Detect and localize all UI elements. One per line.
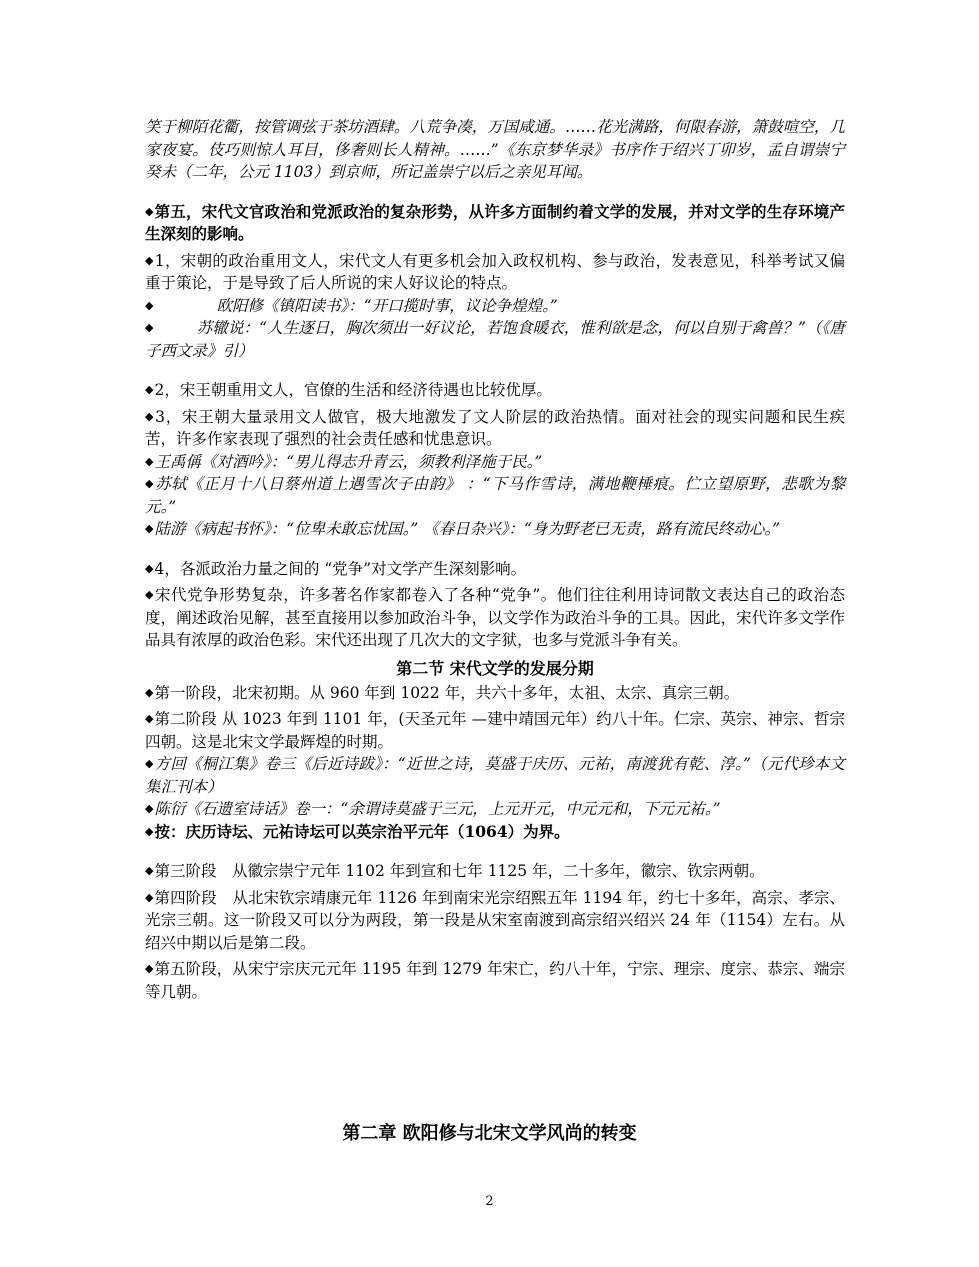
quote-item: ◆ 苏辙说：“人生逐日，胸次须出一好议论，若饱食暖衣，惟利欲是念，何以自别于禽兽？”（《唐子西文录》引） bbox=[145, 319, 845, 360]
quote-item: ◆苏轼《正月十八日蔡州道上遇雪次子由韵》 ：“下马作雪诗，满地鞭棰痕。伫立望原野，悲歌为黎元。” bbox=[145, 475, 845, 516]
quote-item: ◆陆游《病起书怀》：“位卑未敢忘忧国。” 《春日杂兴》：“身为野老已无责，路有流民终动心。” bbox=[145, 520, 781, 538]
period-item: ◆第三阶段 从徽宗崇宁元年 1102 年到宣和七年 1125 年，二十多年，徽宗、钦宗两朝。 bbox=[145, 862, 765, 880]
bullet-icon: ◆ bbox=[145, 802, 154, 815]
bullet-icon: ◆ bbox=[145, 522, 154, 535]
period-item: ◆第二阶段 从 1023 年到 1101 年，(天圣元年 —建中靖国元年）约八十年。仁宗、英宗、神宗、哲宗四朝。这是北宋文学最辉煌的时期。 bbox=[145, 710, 845, 751]
section-title: 第二节 宋代文学的发展分期 bbox=[396, 658, 594, 678]
bullet-icon: ◆ bbox=[145, 588, 154, 601]
bullet-icon: ◆ bbox=[145, 962, 154, 975]
period-item: ◆第一阶段，北宋初期。从 960 年到 1022 年，共六十多年，太祖、太宗、真宗三朝。 bbox=[145, 683, 740, 702]
period-item: ◆第四阶段 从北宋钦宗靖康元年 1126 年到南宋光宗绍熙五年 1194 年，约七十多年，高宗、孝宗、光宗三朝。这一阶段又可以分为两段，第一段是从宋室南渡到高宗绍兴绍兴 24 年（1154）左右。从绍兴中期以后是第二段。 bbox=[145, 888, 845, 952]
bullet-icon: ◆ bbox=[145, 561, 154, 575]
bullet-icon: ◆ bbox=[145, 298, 154, 312]
quote-item: ◆方回《桐江集》卷三《后近诗跋》：“近世之诗，莫盛于庆历、元祐，南渡犹有乾、淳。”（元代珍本文集汇刊本） bbox=[145, 755, 845, 796]
point-item: ◆宋代党争形势复杂，许多著名作家都卷入了各种“党争”。他们往往利用诗词散文表达自己的政治态度，阐述政治见解，甚至直接用以参加政治斗争，以文学作为政治斗争的工具。因此，宋代许多文学作品具有浓厚的政治色彩。宋代还出现了几次大的文字狱，也多与党派斗争有关。 bbox=[145, 586, 845, 649]
point-item: ◆1，宋朝的政治重用文人，宋代文人有更多机会加入政权机构、参与政治，发表意见，科举考试又偏重于策论，于是导致了后人所说的宋人好议论的特点。 bbox=[145, 251, 845, 292]
bullet-icon: ◆ bbox=[145, 409, 155, 423]
point-item: ◆4，各派政治力量之间的 “党争”对文学产生深刻影响。 bbox=[145, 559, 527, 578]
page-body bbox=[145, 116, 845, 1003]
quote-item: ◆王禹偁《对酒吟》：“男儿得志升青云，须教利泽施于民。” bbox=[145, 452, 543, 471]
bullet-icon: ◆ bbox=[145, 824, 154, 838]
bullet-icon: ◆ bbox=[145, 864, 154, 877]
point-item: ◆2，宋王朝重用文人，官僚的生活和经济待遇也比较优厚。 bbox=[145, 381, 552, 399]
quote-item: ◆陈衍《石遗室诗话》卷一：“余谓诗莫盛于三元，上元开元，中元元和，下元元祐。” bbox=[145, 800, 721, 818]
bullet-icon: ◆ bbox=[145, 321, 154, 334]
bullet-icon: ◆ bbox=[145, 383, 154, 396]
point-item: ◆3，宋王朝大量录用文人做官，极大地激发了文人阶层的政治热情。面对社会的现实问题和民生疾苦，许多作家表现了强烈的社会责任感和忧患意识。 bbox=[145, 407, 845, 448]
bullet-icon: ◆ bbox=[145, 757, 154, 770]
page-number: 2 bbox=[485, 1194, 494, 1209]
period-item: ◆第五阶段，从宋宁宗庆元元年 1195 年到 1279 年宋亡，约八十年，宁宗、理宗、度宗、恭宗、端宗等几朝。 bbox=[145, 960, 845, 1001]
bullet-icon: ◆ bbox=[145, 253, 154, 267]
bullet-icon: ◆ bbox=[145, 454, 154, 468]
bullet-icon: ◆ bbox=[145, 477, 155, 490]
quote-item: ◆ 欧阳修《镇阳读书》：“开口揽时事，议论争煌煌。” bbox=[145, 296, 558, 315]
bullet-icon: ◆ bbox=[145, 685, 154, 699]
point-heading: ◆第五，宋代文官政治和党派政治的复杂形势，从许多方面制约着文学的发展，并对文学的生存环境产生深刻的影响。 bbox=[145, 201, 845, 243]
quote-paragraph: 笑于柳陌花衢，按管调弦于茶坊酒肆。八荒争凑，万国咸通。……花光满路，何限春游，箫鼓喧空，几家夜宴。伎巧则惊人耳目，侈奢则长人精神。……”《东京梦华录》书序作于绍兴丁卯岁，孟自谓崇宁癸未（二年，公元 1103）到京师，所记盖崇宁以后之亲见耳闻。 bbox=[145, 118, 845, 181]
chapter-title: 第二章 欧阳修与北宋文学风尚的转变 bbox=[342, 1123, 637, 1144]
bullet-icon: ◆ bbox=[145, 204, 154, 218]
note-item: ◆按：庆历诗坛、元祐诗坛可以英宗治平元年（1064）为界。 bbox=[145, 821, 570, 841]
bullet-icon: ◆ bbox=[145, 712, 154, 725]
bullet-icon: ◆ bbox=[145, 890, 154, 904]
